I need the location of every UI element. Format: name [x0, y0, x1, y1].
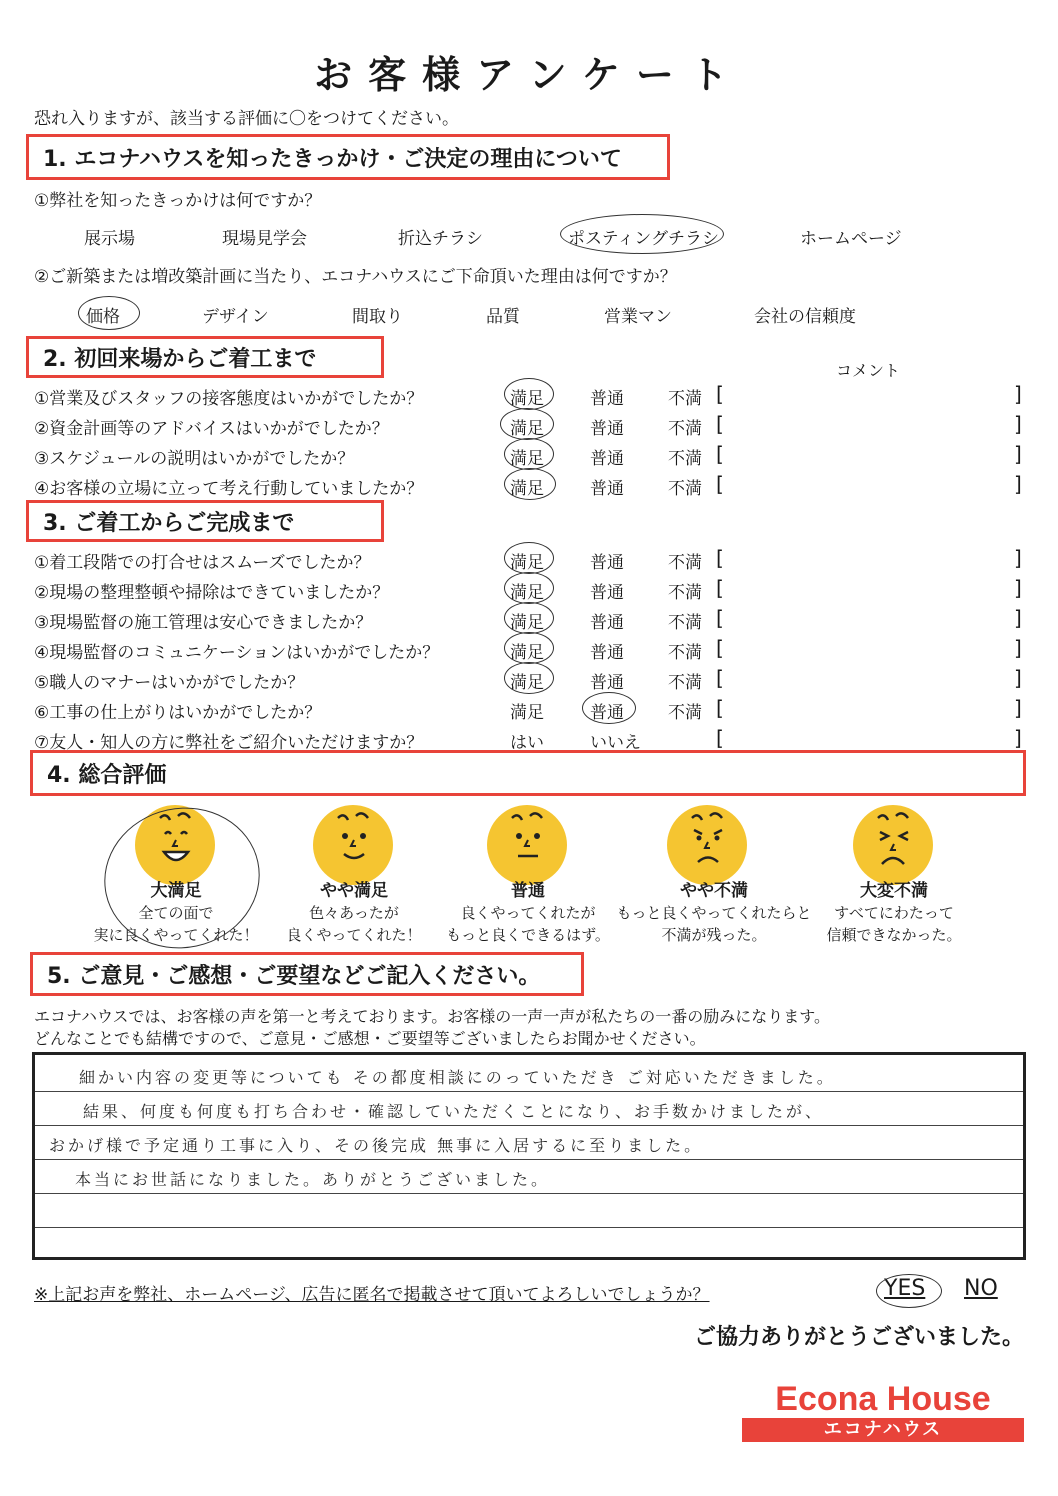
rating-desc: 良くやってくれた！ [286, 926, 422, 944]
rating-desc: 実に良くやってくれた！ [93, 926, 259, 944]
comment-bracket-open: [ [716, 726, 724, 750]
comment-bracket-open: [ [716, 382, 724, 406]
very-dissatisfied-face-icon [852, 804, 934, 886]
ruled-line [35, 1193, 1023, 1194]
comment-bracket-close: ] [1014, 576, 1022, 600]
selection-circle [504, 378, 554, 410]
comment-bracket-open: [ [716, 666, 724, 690]
s1-q2-option-5[interactable]: 営業マン [604, 307, 672, 327]
rating-desc: 不満が残った。 [661, 926, 767, 944]
intro-text: 恐れ入りますが、該当する評価に〇をつけてください。 [34, 109, 459, 129]
selection-circle [582, 692, 636, 724]
selection-circle [504, 468, 556, 500]
neutral-face-icon [486, 804, 568, 886]
section5-intro-line1: エコナハウスでは、お客様の声を第一と考えております。お客様の一声一声が私たちの一番の励みになります。 [34, 1007, 831, 1026]
rating-desc: 色々あったが [309, 904, 399, 922]
s1-q2-option-4[interactable]: 品質 [486, 307, 520, 327]
consent-question: ※上記お声を弊社、ホームページ、広告に匿名で掲載させて頂いてよろしいでしょうか？ [34, 1285, 710, 1305]
option-dissatisfied[interactable]: 不満 [668, 583, 702, 603]
s1-q1-option-5[interactable]: ホームページ [800, 229, 902, 249]
option-dissatisfied[interactable]: 不満 [668, 553, 702, 573]
s1-q1-option-2[interactable]: 現場見学会 [222, 229, 307, 249]
option-satisfied[interactable]: 満足 [510, 449, 544, 469]
comment-bracket-close: ] [1014, 382, 1022, 406]
comment-bracket-close: ] [1014, 606, 1022, 630]
rating-desc: もっと良くやってくれたらと [616, 904, 812, 922]
econa-house-logo [742, 1380, 1024, 1444]
comment-bracket-close: ] [1014, 636, 1022, 660]
row-question: ⑤職人のマナーはいかがでしたか？ [34, 673, 305, 693]
s1-q1-option-3[interactable]: 折込チラシ [398, 229, 483, 249]
option-normal[interactable]: 普通 [590, 419, 624, 439]
option-normal[interactable]: 普通 [590, 673, 624, 693]
selection-circle [504, 438, 554, 470]
ruled-line [35, 1091, 1023, 1092]
selection-circle [78, 296, 140, 330]
selection-circle [504, 572, 554, 604]
option-satisfied[interactable]: 満足 [510, 613, 544, 633]
comment-bracket-close: ] [1014, 726, 1022, 750]
section5-heading: 5. ご意見・ご感想・ご要望などご記入ください。 [30, 952, 584, 996]
handwritten-line: 細かい内容の変更等についても その都度相談にのっていただき ご対応いただきました。 [79, 1068, 836, 1087]
row-question: ⑦友人・知人の方に弊社をご紹介いただけますか？ [34, 733, 424, 753]
row-question: ①着工段階での打合せはスムーズでしたか？ [34, 553, 371, 573]
comment-bracket-close: ] [1014, 666, 1022, 690]
option-satisfied[interactable]: 満足 [510, 553, 544, 573]
row-question: ④現場監督のコミュニケーションはいかがでしたか？ [34, 643, 440, 663]
s1-q1-option-1[interactable]: 展示場 [84, 229, 135, 249]
selection-circle [560, 214, 724, 254]
comment-bracket-close: ] [1014, 412, 1022, 436]
thanks-text: ご協力ありがとうございました。 [694, 1325, 1025, 1350]
section2-heading: 2. 初回来場からご着工まで [26, 336, 384, 378]
rating-title: やや満足 [320, 881, 388, 901]
comment-label: コメント [836, 361, 901, 380]
row-question: ②現場の整理整頓や掃除はできていましたか？ [34, 583, 390, 603]
rating-title: 大変不満 [860, 881, 928, 901]
rating-very-dissatisfied[interactable] [794, 880, 994, 946]
s1-q2-option-1[interactable]: 価格 [86, 307, 120, 327]
option-normal[interactable]: 普通 [590, 553, 624, 573]
comment-bracket-open: [ [716, 472, 724, 496]
handwritten-line: 結果、何度も何度も打ち合わせ・確認していただくことになり、お手数かけましたが、 [83, 1102, 825, 1121]
option-normal[interactable]: 普通 [590, 613, 624, 633]
s3-row [34, 694, 1024, 724]
rating-desc: すべてにわたって [834, 904, 954, 922]
s1-q1-option-4[interactable]: ポスティングチラシ [568, 229, 719, 249]
option-normal[interactable]: 普通 [590, 703, 624, 723]
option-dissatisfied[interactable]: 不満 [668, 449, 702, 469]
rating-somewhat-satisfied[interactable] [254, 880, 454, 946]
option-satisfied[interactable]: 満足 [510, 703, 544, 723]
comment-bracket-open: [ [716, 442, 724, 466]
somewhat-satisfied-face-icon [312, 804, 394, 886]
rating-title: 大満足 [150, 881, 202, 901]
comment-bracket-open: [ [716, 696, 724, 720]
row-question: ①営業及びスタッフの接客態度はいかがでしたか？ [34, 389, 424, 409]
page-title: お客様アンケート [314, 53, 744, 97]
s1-q2-option-6[interactable]: 会社の信頼度 [754, 307, 856, 327]
rating-desc: 信頼できなかった。 [826, 926, 962, 944]
option-satisfied[interactable]: 満足 [510, 479, 544, 499]
row-question: ②資金計画等のアドバイスはいかがでしたか？ [34, 419, 389, 439]
section4-heading: 4. 総合評価 [30, 750, 1026, 796]
option-satisfied[interactable]: 満足 [510, 419, 544, 439]
rating-title: 普通 [511, 881, 545, 901]
option-normal[interactable]: 普通 [590, 643, 624, 663]
rating-desc: 全ての面で [138, 904, 214, 922]
comment-bracket-close: ] [1014, 696, 1022, 720]
option-normal[interactable]: 普通 [590, 389, 624, 409]
s1-q2-option-3[interactable]: 間取り [352, 307, 403, 327]
option-dissatisfied[interactable]: 不満 [668, 479, 702, 499]
row-question: ⑥工事の仕上がりはいかがでしたか？ [34, 703, 322, 723]
comment-bracket-close: ] [1014, 546, 1022, 570]
selection-circle [500, 408, 554, 440]
s1-question2: ②ご新築または増改築計画に当たり、エコナハウスにご下命頂いた理由は何ですか？ [34, 267, 677, 287]
option-dissatisfied[interactable]: 不満 [668, 419, 702, 439]
option-normal[interactable]: 普通 [590, 479, 624, 499]
option-satisfied[interactable]: 満足 [510, 583, 544, 603]
consent-no[interactable]: NO [964, 1276, 998, 1301]
consent-yes[interactable]: YES [884, 1276, 926, 1301]
selection-circle [876, 1274, 942, 1308]
option-dissatisfied[interactable]: 不満 [668, 643, 702, 663]
row-question: ④お客様の立場に立って考え行動していましたか？ [34, 479, 424, 499]
rating-title: やや不満 [680, 881, 748, 901]
selection-circle [504, 542, 554, 574]
option-satisfied[interactable]: 満足 [510, 673, 544, 693]
comment-bracket-close: ] [1014, 472, 1022, 496]
logo-main: Econa House [775, 1380, 991, 1418]
selection-circle [504, 662, 554, 694]
row-question: ③現場監督の施工管理は安心できましたか？ [34, 613, 373, 633]
section1-heading: 1. エコナハウスを知ったきっかけ・ご決定の理由について [26, 134, 670, 180]
option-no[interactable]: いいえ [590, 733, 641, 753]
comment-bracket-open: [ [716, 576, 724, 600]
rating-desc: 良くやってくれたが [460, 904, 596, 922]
option-dissatisfied[interactable]: 不満 [668, 613, 702, 633]
comment-bracket-open: [ [716, 546, 724, 570]
option-normal[interactable]: 普通 [590, 583, 624, 603]
selection-circle [504, 602, 554, 634]
option-satisfied[interactable]: 満足 [510, 643, 544, 663]
ruled-line [35, 1159, 1023, 1160]
somewhat-dissatisfied-face-icon [666, 804, 748, 886]
row-question: ③スケジュールの説明はいかがでしたか？ [34, 449, 355, 469]
rating-desc: もっと良くできるはず。 [446, 926, 610, 944]
option-satisfied[interactable]: 満足 [510, 389, 544, 409]
section3-heading: 3. ご着工からご完成まで [26, 500, 384, 542]
logo-sub: エコナハウス [742, 1418, 1024, 1442]
comment-bracket-open: [ [716, 636, 724, 660]
option-dissatisfied[interactable]: 不満 [668, 703, 702, 723]
comment-bracket-open: [ [716, 412, 724, 436]
section5-intro-line2: どんなことでも結構ですので、ご意見・ご感想・ご要望等ございましたらお聞かせください。 [34, 1029, 706, 1048]
selection-circle [504, 632, 554, 664]
handwritten-line: おかげ様で予定通り工事に入り、その後完成 無事に入居するに至りました。 [49, 1136, 704, 1155]
option-yes[interactable]: はい [510, 733, 544, 753]
option-dissatisfied[interactable]: 不満 [668, 673, 702, 693]
s1-question1: ①弊社を知ったきっかけは何ですか？ [34, 191, 322, 211]
ruled-line [35, 1227, 1023, 1228]
comment-box[interactable] [32, 1052, 1026, 1260]
comment-bracket-open: [ [716, 606, 724, 630]
s1-q2-option-2[interactable]: デザイン [202, 307, 269, 327]
option-normal[interactable]: 普通 [590, 449, 624, 469]
ruled-line [35, 1125, 1023, 1126]
comment-bracket-close: ] [1014, 442, 1022, 466]
option-dissatisfied[interactable]: 不満 [668, 389, 702, 409]
handwritten-line: 本当にお世話になりました。ありがとうございました。 [75, 1170, 551, 1189]
